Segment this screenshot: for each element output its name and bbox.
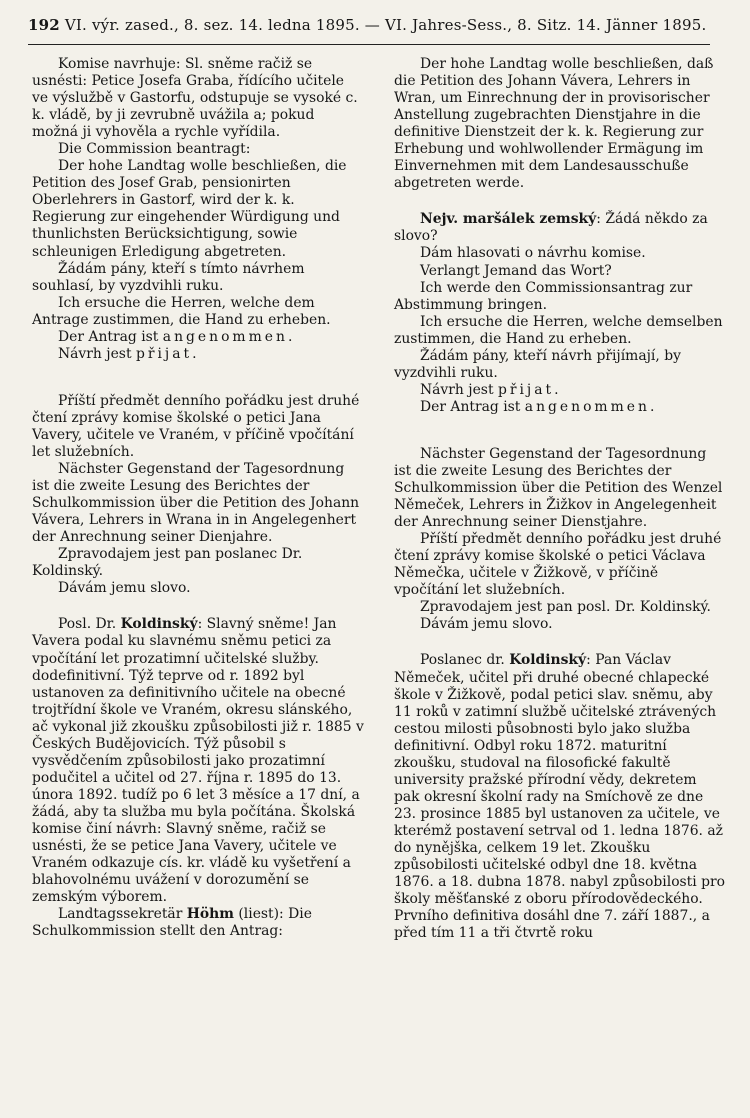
- page-header: [28, 16, 710, 38]
- secretary-reading: Landtagssekretär Höhm (liest): Die Schulkommission stellt den Antrag:: [32, 906, 312, 940]
- speech-koldinsky-vavera: Posl. Dr. Koldinský: Slavný sněme! Jan Vavera podal ku slavnému sněmu petici za vpočítání let prozatimní učitelské služby. dodefinitivní. Týž teprve od r. 1892 byl ustanoven za definitivního učitele na obecné trojtřídní škole ve Vraném, okresu slánského, ač vykonal již zkoušku způsobilosti již r. 1885 v Českých Budějovicích. Týž působil s vysvědčením způsobilosti jako prozatimní podučitel a učitel od 27. října r. 1895 do 13. února 1892. tudíž po 6 let 3 měsíce a 17 dní, a žádá, aby ta služba mu byla počítána. Školská komise činí návrh: Slavný sněme, račiž se usnésti, že se petice Jana Vavery, učitele ve Vraném odkazuje cís. kr. vládě ku vyšetření a blahovolnému uvážení v dorozumění se zemským výborem.: [32, 616, 364, 906]
- commission-proposal-german-heading: Die Commission beantragt:: [58, 141, 251, 158]
- put-to-vote-german: Ich werde den Commissionsantrag zur Abstimmung bringen.: [394, 279, 693, 313]
- header-german: VI. Jahres-Sess., 8. Sitz. 14. Jänner 1895.: [384, 16, 707, 34]
- agenda-item-czech: Příští předmět denního pořádku jest druhé čtení zprávy komise školské o petici Jana Vavery, učitele ve Vraném, v příčině vpočítání let služebních.: [32, 392, 360, 460]
- agenda-item-german-right: Nächster Gegenstand der Tagesordnung ist die zweite Lesung des Berichtes der Schulkommission über die Petition des Wenzel Němeček, Lehrers in Žižkov in Angelegenheit der Anrechnung seiner Dienstjahre.: [394, 445, 723, 531]
- motion-adopted-czech-right: Návrh jest přijat.: [420, 381, 562, 398]
- rapporteur-line: Zpravodajem jest pan poslanec Dr. Koldinský.: [32, 546, 303, 580]
- commission-proposal-german: Der hohe Landtag wolle beschließen, die Petition des Josef Grab, pensionirten Oberlehrers in Gastorf, wird der k. k. Regierung zur eingehender Würdigung und thunlichsten Berücksichtigung, sowie schleunigen Erledigung abgetreten.: [32, 158, 347, 260]
- commission-motion-german: Der hohe Landtag wolle beschließen, daß die Petition des Johann Vávera, Lehrers in Wran, um Einrechnung der in provisorischer Anstellung zugebrachten Dienstjahre in die definitive Dienstzeit der k. k. Regierung zur Erhebung und wohlwollender Ermägung im Einvernehmen mit dem Landesausschuße abgetreten werde.: [394, 56, 714, 192]
- floor-question-german: Verlangt Jemand das Wort?: [420, 262, 612, 279]
- right-column: [394, 56, 726, 942]
- rapporteur-line-right: Zpravodajem jest pan posl. Dr. Koldinský.: [420, 599, 711, 616]
- give-floor-line-right: Dávám jemu slovo.: [420, 616, 553, 633]
- vote-request-german: Ich ersuche die Herren, welche dem Antrage zustimmen, die Hand zu erheben.: [32, 294, 331, 328]
- agenda-item-german: Nächster Gegenstand der Tagesordnung ist die zweite Lesung des Berichtes der Schulkommission über die Petition des Johann Vávera, Lehrers in Wrana in in Angelegenhert der Anrechnung seiner Dienjahre.: [32, 461, 360, 546]
- give-floor-line: Dávám jemu slovo.: [58, 580, 191, 597]
- vote-request-czech-right: Žádám pány, kteří návrh přijímají, by vyzdvihli ruku.: [394, 347, 681, 381]
- speech-koldinsky-nemecek: Poslanec dr. Koldinský: Pan Václav Němeček, učitel při druhé obecné chlapecké škole v Žižkově, podal petici slav. sněmu, aby 11 roků v zatimní službě učitelské ztrávených cestou milosti působnosti bylo jako služba definitivní. Odbyl roku 1872. maturitní zkoušku, studoval na filosofické fakultě university pražské přírodní vědy, dekretem pak okresní školní rady na Smíchově ze dne 23. prosince 1885 byl ustanoven za učitele, ve kterémž postavení setrval od 1. ledna 1876. až do nynějška, celkem 19 let. Zkoušku způsobilosti učitelské odbyl dne 18. května 1876. a 18. dubna 1878. nabyl způsobilosti pro školy měšťanské z oboru přírodovědeckého. Prvního definitiva dosáhl dne 7. září 1887., a před tím 11 a tři čtvrtě roku: [394, 652, 726, 942]
- header-separator: —: [364, 16, 380, 34]
- motion-adopted-german-right: Der Antrag ist angenommen.: [420, 398, 658, 415]
- agenda-item-czech-right: Příští předmět denního pořádku jest druhé čtení zprávy komise školské o petici Václava Němečka, učitele v Žižkově, v příčině vpočítání let služebních.: [394, 531, 722, 599]
- vote-request-german-right: Ich ersuche die Herren, welche demselben zustimmen, die Hand zu erheben.: [394, 313, 723, 347]
- motion-adopted-czech: Návrh jest přijat.: [58, 345, 200, 362]
- marshal-question: Nejv. maršálek zemský: Žádá někdo za slovo?: [394, 211, 708, 245]
- header-czech: VI. výr. zased., 8. sez. 14. ledna 1895.: [64, 16, 360, 34]
- header-rule: [28, 44, 710, 45]
- motion-adopted-german: Der Antrag ist angenommen.: [58, 328, 296, 345]
- vote-request-czech: Žádám pány, kteří s tímto návrhem souhlasí, by vyzdvihli ruku.: [32, 260, 305, 294]
- vote-on-proposal-czech: Dám hlasovati o návrhu komise.: [420, 245, 646, 262]
- commission-proposal-czech: Komise navrhuje: Sl. sněme račiž se usnésti: Petice Josefa Graba, řídícího učitele ve výslužbě v Gastorfu, odstupuje se vysoké c. k. vládě, by ji zevrubně uvážila a; pokud možná ji vyhověla a rychle vyřídila.: [32, 56, 358, 141]
- page-number: 192: [28, 16, 60, 34]
- left-column: [32, 56, 364, 940]
